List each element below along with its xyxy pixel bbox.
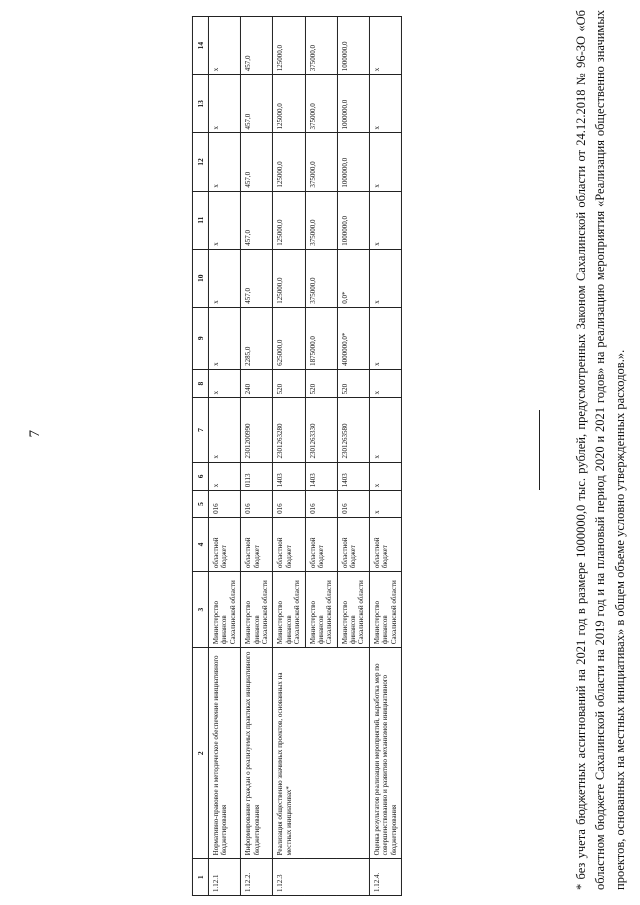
row-code: 1.12.2. bbox=[241, 859, 273, 896]
row-csr: х bbox=[369, 398, 401, 462]
row-executor: Министерство финансов Сахалинской области bbox=[241, 572, 273, 648]
row-executor: Министерство финансов Сахалинской области bbox=[208, 572, 240, 648]
row-csr: 2301263280 bbox=[273, 398, 305, 462]
row-grbs: 016 bbox=[305, 491, 337, 518]
row-value-12: 457,0 bbox=[241, 133, 273, 191]
footnote-text: * без учета бюджетных ассигнований на 2021 год в размере 1000000,0 тыс. рублей, предусмотренных Законом Сахалинской области от 24.12.2018 № 96-ЗО «Об областном бюджете Сахалинской области на 2019 год и на плановый период 2020 и 2021 годов» на реализацию мероприятия «Реализация общественно значимых проектов, основанных на местных инициативах» в общем объеме условно утвержденных расходов.». bbox=[573, 10, 627, 890]
row-total: 1875000,0 bbox=[305, 307, 337, 369]
row-value-14: 457,0 bbox=[241, 17, 273, 75]
row-value-13: 125000,0 bbox=[273, 75, 305, 133]
row-value-13: 1000000,0 bbox=[337, 75, 369, 133]
column-header: 14 bbox=[192, 17, 208, 75]
column-header: 8 bbox=[192, 369, 208, 398]
row-name: Информирование граждан о реализуемых практиках инициативного бюджетирования bbox=[241, 648, 273, 859]
row-name: Нормативно-правовое и методическое обеспечение инициативного бюджетирования bbox=[208, 648, 240, 859]
row-value-10: 0,0* bbox=[337, 249, 369, 307]
row-csr: х bbox=[208, 398, 240, 462]
row-value-10: 457,0 bbox=[241, 249, 273, 307]
row-value-14: х bbox=[208, 17, 240, 75]
row-value-14: 375000,0 bbox=[305, 17, 337, 75]
column-header: 7 bbox=[192, 398, 208, 462]
row-executor: Министерство финансов Сахалинской области bbox=[305, 572, 337, 648]
row-total: х bbox=[208, 307, 240, 369]
row-vr: 520 bbox=[273, 369, 305, 398]
row-csr: 2301263580 bbox=[337, 398, 369, 462]
row-value-14: 125000,0 bbox=[273, 17, 305, 75]
row-value-11: 457,0 bbox=[241, 191, 273, 249]
row-value-13: х bbox=[369, 75, 401, 133]
row-rzpr: х bbox=[369, 462, 401, 491]
column-header: 1 bbox=[192, 859, 208, 896]
row-value-13: 457,0 bbox=[241, 75, 273, 133]
row-value-12: 375000,0 bbox=[305, 133, 337, 191]
budget-table bbox=[192, 16, 402, 896]
column-header: 10 bbox=[192, 249, 208, 307]
row-rzpr: 1403 bbox=[337, 462, 369, 491]
row-rzpr: 0113 bbox=[241, 462, 273, 491]
column-header: 11 bbox=[192, 191, 208, 249]
row-vr: х bbox=[369, 369, 401, 398]
row-value-10: х bbox=[208, 249, 240, 307]
row-source: областной бюджет bbox=[241, 517, 273, 571]
column-header: 12 bbox=[192, 133, 208, 191]
row-value-12: х bbox=[208, 133, 240, 191]
column-header: 4 bbox=[192, 517, 208, 571]
row-code: 1.12.4. bbox=[369, 859, 401, 896]
column-header: 6 bbox=[192, 462, 208, 491]
row-name: Реализация общественно значимых проектов, основанных на местных инициативах* bbox=[273, 648, 370, 859]
row-total: х bbox=[369, 307, 401, 369]
row-total: 4000000,0* bbox=[337, 307, 369, 369]
row-vr: х bbox=[208, 369, 240, 398]
row-csr: 2301200990 bbox=[241, 398, 273, 462]
row-executor: Министерство финансов Сахалинской области bbox=[369, 572, 401, 648]
row-value-10: 125000,0 bbox=[273, 249, 305, 307]
table-row bbox=[369, 17, 401, 896]
row-source: областной бюджет bbox=[208, 517, 240, 571]
row-code: 1.12.1 bbox=[208, 859, 240, 896]
row-vr: 520 bbox=[337, 369, 369, 398]
row-value-11: 1000000,0 bbox=[337, 191, 369, 249]
row-value-11: 125000,0 bbox=[273, 191, 305, 249]
row-value-10: 375000,0 bbox=[305, 249, 337, 307]
row-value-13: х bbox=[208, 75, 240, 133]
table-row bbox=[208, 17, 240, 896]
row-grbs: 016 bbox=[273, 491, 305, 518]
table-row bbox=[241, 17, 273, 896]
row-code: 1.12.3 bbox=[273, 859, 370, 896]
row-value-11: х bbox=[208, 191, 240, 249]
row-total: 625000,0 bbox=[273, 307, 305, 369]
row-vr: 240 bbox=[241, 369, 273, 398]
row-value-13: 375000,0 bbox=[305, 75, 337, 133]
row-rzpr: х bbox=[208, 462, 240, 491]
row-rzpr: 1403 bbox=[273, 462, 305, 491]
row-value-11: 375000,0 bbox=[305, 191, 337, 249]
column-header: 5 bbox=[192, 491, 208, 518]
row-grbs: х bbox=[369, 491, 401, 518]
row-csr: 2301263330 bbox=[305, 398, 337, 462]
row-value-14: х bbox=[369, 17, 401, 75]
row-source: областной бюджет bbox=[305, 517, 337, 571]
row-grbs: 016 bbox=[337, 491, 369, 518]
page-number: 7 bbox=[27, 430, 43, 438]
column-header: 2 bbox=[192, 648, 208, 859]
row-source: областной бюджет bbox=[273, 517, 305, 571]
column-header: 9 bbox=[192, 307, 208, 369]
row-rzpr: 1403 bbox=[305, 462, 337, 491]
row-value-12: 1000000,0 bbox=[337, 133, 369, 191]
row-value-14: 1000000,0 bbox=[337, 17, 369, 75]
row-value-12: 125000,0 bbox=[273, 133, 305, 191]
row-value-10: х bbox=[369, 249, 401, 307]
row-value-12: х bbox=[369, 133, 401, 191]
row-grbs: 016 bbox=[241, 491, 273, 518]
row-value-11: х bbox=[369, 191, 401, 249]
row-grbs: 016 bbox=[208, 491, 240, 518]
table-header-row bbox=[192, 17, 208, 896]
row-total: 2285,0 bbox=[241, 307, 273, 369]
footnote-divider bbox=[539, 410, 540, 490]
row-vr: 520 bbox=[305, 369, 337, 398]
row-source: областной бюджет bbox=[369, 517, 401, 571]
row-source: областной бюджет bbox=[337, 517, 369, 571]
column-header: 13 bbox=[192, 75, 208, 133]
row-name: Оценка результатов реализации мероприятий, выработка мер по совершенствованию и развитию механизмов инициативного бюджетирования bbox=[369, 648, 401, 859]
row-executor: Министерство финансов Сахалинской области bbox=[337, 572, 369, 648]
table-row bbox=[273, 17, 305, 896]
row-executor: Министерство финансов Сахалинской области bbox=[273, 572, 305, 648]
column-header: 3 bbox=[192, 572, 208, 648]
